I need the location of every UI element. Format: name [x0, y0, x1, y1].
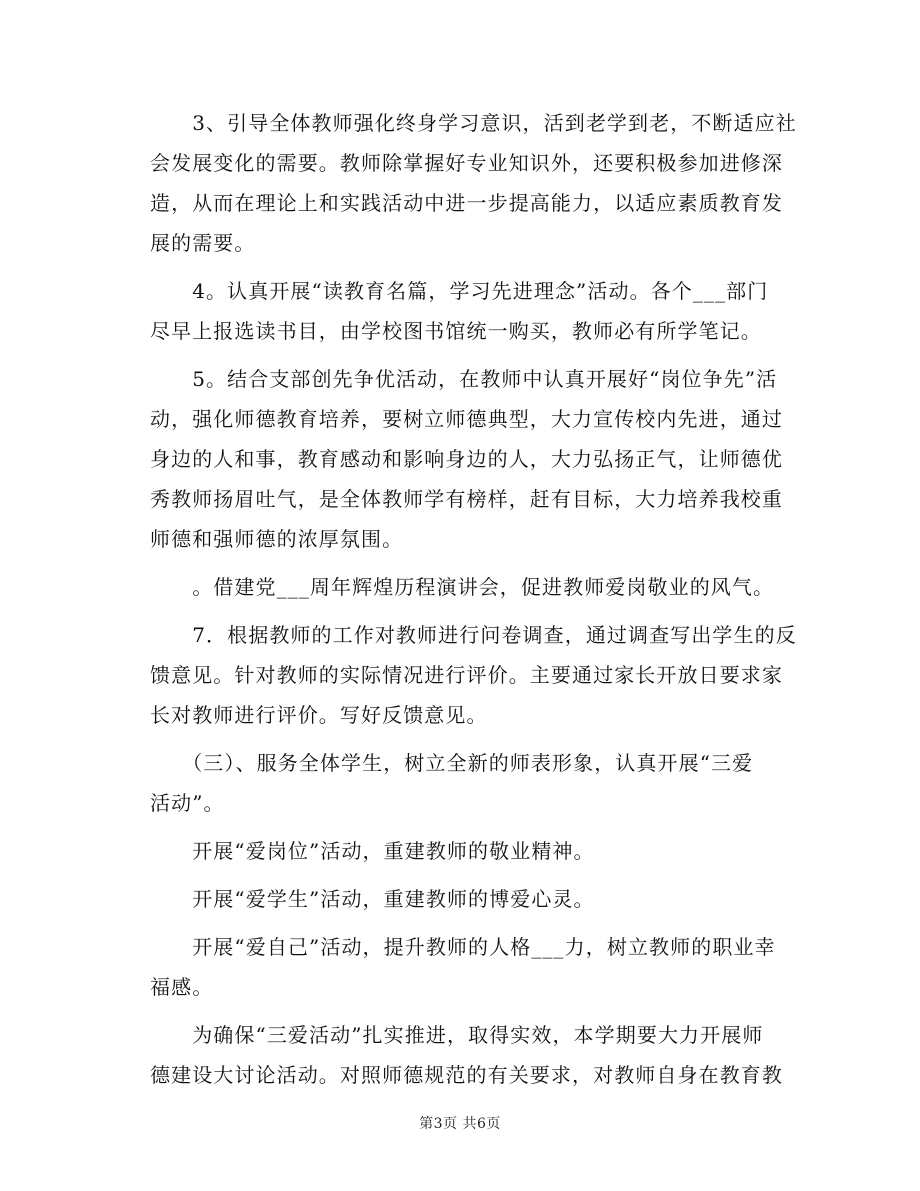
- text-line: 秀教师扬眉吐气，是全体教师学有榜样，赶有目标，大力培养我校重: [150, 487, 783, 511]
- paragraph-3: [150, 103, 797, 263]
- paragraph-love-post: [150, 831, 790, 871]
- text-line: （三）、服务全体学生，树立全新的师表形象，认真开展“三爱: [150, 751, 754, 775]
- paragraph-6: [150, 567, 790, 607]
- paragraph-love-students: [150, 879, 790, 919]
- paragraph-7: [150, 615, 797, 735]
- text-line: 长对教师进行评价。写好反馈意见。: [150, 703, 488, 727]
- text-line: 开展“爱自己”活动，提升教师的人格___力，树立教师的职业幸: [150, 935, 776, 959]
- section-heading-three: [150, 743, 790, 823]
- paragraph-ensure-activities: [150, 1015, 790, 1095]
- text-line: 动，强化师德教育培养，要树立师德典型，大力宣传校内先进，通过: [150, 407, 783, 431]
- text-line: 展的需要。: [150, 231, 256, 255]
- text-line: 德建设大讨论活动。对照师德规范的有关要求，对教师自身在教育教: [150, 1063, 783, 1087]
- paragraph-5: [150, 359, 790, 559]
- paragraph-4: [150, 271, 790, 351]
- text-line: 开展“爱学生”活动，重建教师的博爱心灵。: [150, 887, 595, 911]
- text-line: 。借建党___周年辉煌历程演讲会，促进教师爱岗敬业的风气。: [150, 575, 775, 599]
- text-line: 为确保“三爱活动”扎实推进，取得实效，本学期要大力开展师: [150, 1023, 764, 1047]
- text-line: 福感。: [150, 975, 214, 999]
- text-line: 馈意见。针对教师的实际情况进行评价。主要通过家长开放日要求家: [150, 663, 783, 687]
- text-line: 7．根据教师的工作对教师进行问卷调查，通过调查写出学生的反: [150, 623, 797, 647]
- document-body: [150, 103, 797, 1103]
- paragraph-love-self: [150, 927, 790, 1007]
- text-line: 活动”。: [150, 791, 225, 815]
- text-line: 尽早上报选读书目，由学校图书馆统一购买，教师必有所学笔记。: [150, 319, 762, 343]
- text-line: 身边的人和事，教育感动和影响身边的人，大力弘扬正气，让师德优: [150, 447, 783, 471]
- text-line: 5。结合支部创先争优活动，在教师中认真开展好“岗位争先”活: [150, 367, 778, 391]
- text-line: 造，从而在理论上和实践活动中进一步提高能力，以适应素质教育发: [150, 191, 783, 215]
- text-line: 开展“爱岗位”活动，重建教师的敬业精神。: [150, 839, 595, 863]
- text-line: 师德和强师德的浓厚氛围。: [150, 527, 404, 551]
- page-number-footer: 第3页 共6页: [419, 1116, 501, 1132]
- text-line: 4。认真开展“读教育名篇，学习先进理念”活动。各个___部门: [150, 279, 769, 303]
- text-line: 会发展变化的需要。教师除掌握好专业知识外，还要积极参加进修深: [150, 151, 783, 175]
- text-line: 3、引导全体教师强化终身学习意识，活到老学到老，不断适应社: [150, 111, 797, 135]
